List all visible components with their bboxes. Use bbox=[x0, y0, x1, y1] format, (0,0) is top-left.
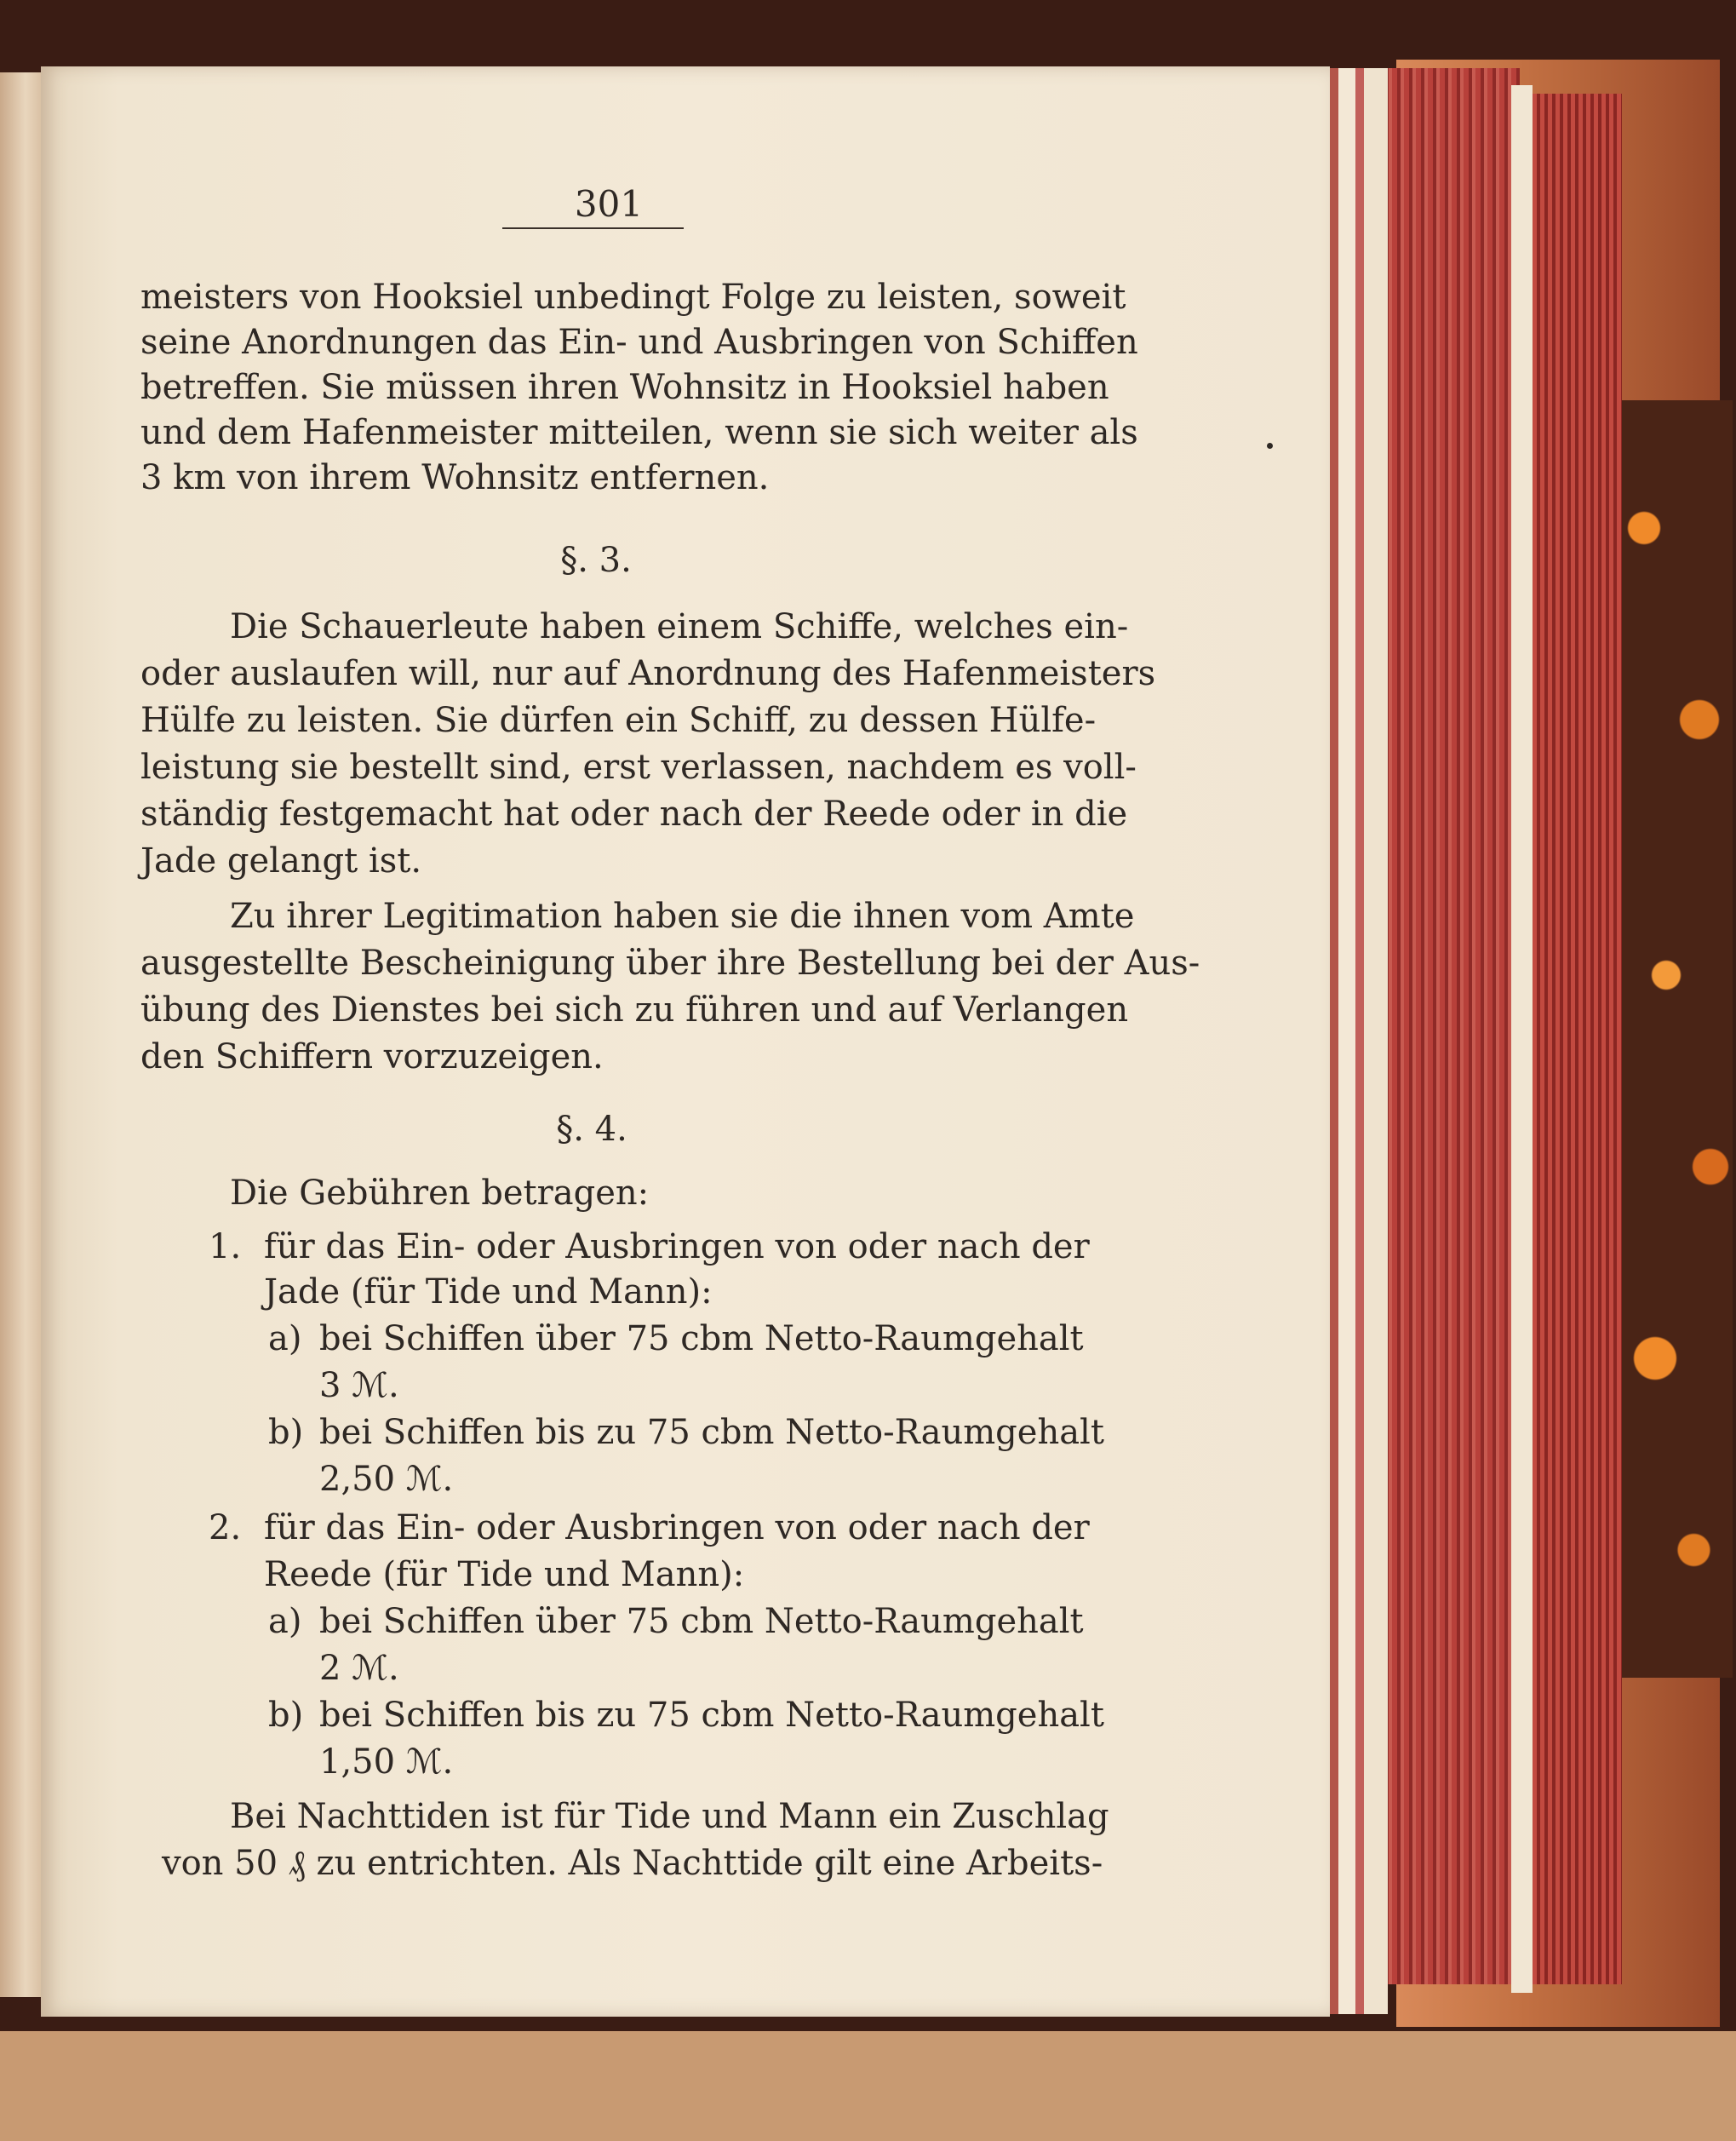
body-line: Jade (für Tide und Mann): bbox=[264, 1272, 713, 1312]
body-line: bei Schiffen über 75 cbm Netto-Raumgehalt bbox=[319, 1602, 1084, 1641]
body-line: von 50 ₰ zu entrichten. Als Nachttide gilt eine Arbeits- bbox=[162, 1844, 1103, 1883]
list-number: 2. bbox=[209, 1508, 242, 1547]
body-line: Hülfe zu leisten. Sie dürfen ein Schiff, zu dessen Hülfe- bbox=[140, 701, 1097, 740]
body-line: Bei Nachttiden ist für Tide und Mann ein Zuschlag bbox=[230, 1797, 1109, 1836]
page-edge-stack bbox=[1330, 68, 1388, 2014]
list-number: 1. bbox=[209, 1227, 242, 1266]
body-line: übung des Dienstes bei sich zu führen und auf Verlangen bbox=[140, 990, 1129, 1030]
fee-amount: 3 ℳ. bbox=[319, 1366, 399, 1405]
body-line: ausgestellte Bescheinigung über ihre Bestellung bei der Aus- bbox=[140, 944, 1200, 983]
list-sub-label: b) bbox=[268, 1696, 304, 1735]
body-line: 3 km von ihrem Wohnsitz entfernen. bbox=[140, 458, 770, 497]
fee-amount: 1,50 ℳ. bbox=[319, 1742, 454, 1782]
body-line: ständig festgemacht hat oder nach der Reede oder in die bbox=[140, 795, 1128, 834]
section-heading: §. 4. bbox=[556, 1110, 627, 1149]
body-line: bei Schiffen über 75 cbm Netto-Raumgehalt bbox=[319, 1319, 1084, 1358]
body-line: bei Schiffen bis zu 75 cbm Netto-Raumgehalt bbox=[319, 1413, 1104, 1452]
fee-amount: 2,50 ℳ. bbox=[319, 1460, 454, 1499]
body-line: oder auslaufen will, nur auf Anordnung des Hafenmeisters bbox=[140, 654, 1156, 693]
body-line: leistung sie bestellt sind, erst verlassen, nachdem es voll- bbox=[140, 748, 1137, 787]
list-sub-label: b) bbox=[268, 1413, 304, 1452]
body-line: Die Schauerleute haben einem Schiffe, welches ein- bbox=[230, 607, 1129, 646]
body-line: Jade gelangt ist. bbox=[140, 841, 422, 881]
body-line: Die Gebühren betragen: bbox=[230, 1174, 650, 1213]
page-edge-stack-back bbox=[1511, 85, 1533, 1993]
page-number-rule bbox=[502, 227, 684, 229]
section-heading: §. 3. bbox=[560, 541, 632, 580]
list-sub-label: a) bbox=[268, 1319, 302, 1358]
body-line: den Schiffern vorzuzeigen. bbox=[140, 1037, 604, 1076]
fee-amount: 2 ℳ. bbox=[319, 1649, 399, 1688]
body-line: bei Schiffen bis zu 75 cbm Netto-Raumgehalt bbox=[319, 1696, 1104, 1735]
body-line: meisters von Hooksiel unbedingt Folge zu leisten, soweit bbox=[140, 278, 1126, 317]
body-line: seine Anordnungen das Ein- und Ausbringen von Schiffen bbox=[140, 323, 1138, 362]
marbled-cover-edge bbox=[1622, 400, 1733, 1678]
body-line: für das Ein- oder Ausbringen von oder nach der bbox=[264, 1508, 1090, 1547]
list-sub-label: a) bbox=[268, 1602, 302, 1641]
margin-mark bbox=[1267, 443, 1273, 449]
body-line: und dem Hafenmeister mitteilen, wenn sie sich weiter als bbox=[140, 413, 1138, 452]
page-number: 301 bbox=[574, 183, 644, 225]
book-cover-bottom bbox=[0, 2031, 1736, 2141]
body-line: Reede (für Tide und Mann): bbox=[264, 1555, 745, 1594]
body-line: Zu ihrer Legitimation haben sie die ihnen vom Amte bbox=[230, 897, 1135, 936]
page-edges-red-back bbox=[1533, 94, 1622, 1984]
body-line: betreffen. Sie müssen ihren Wohnsitz in Hooksiel haben bbox=[140, 368, 1109, 407]
body-line: für das Ein- oder Ausbringen von oder nach der bbox=[264, 1227, 1090, 1266]
